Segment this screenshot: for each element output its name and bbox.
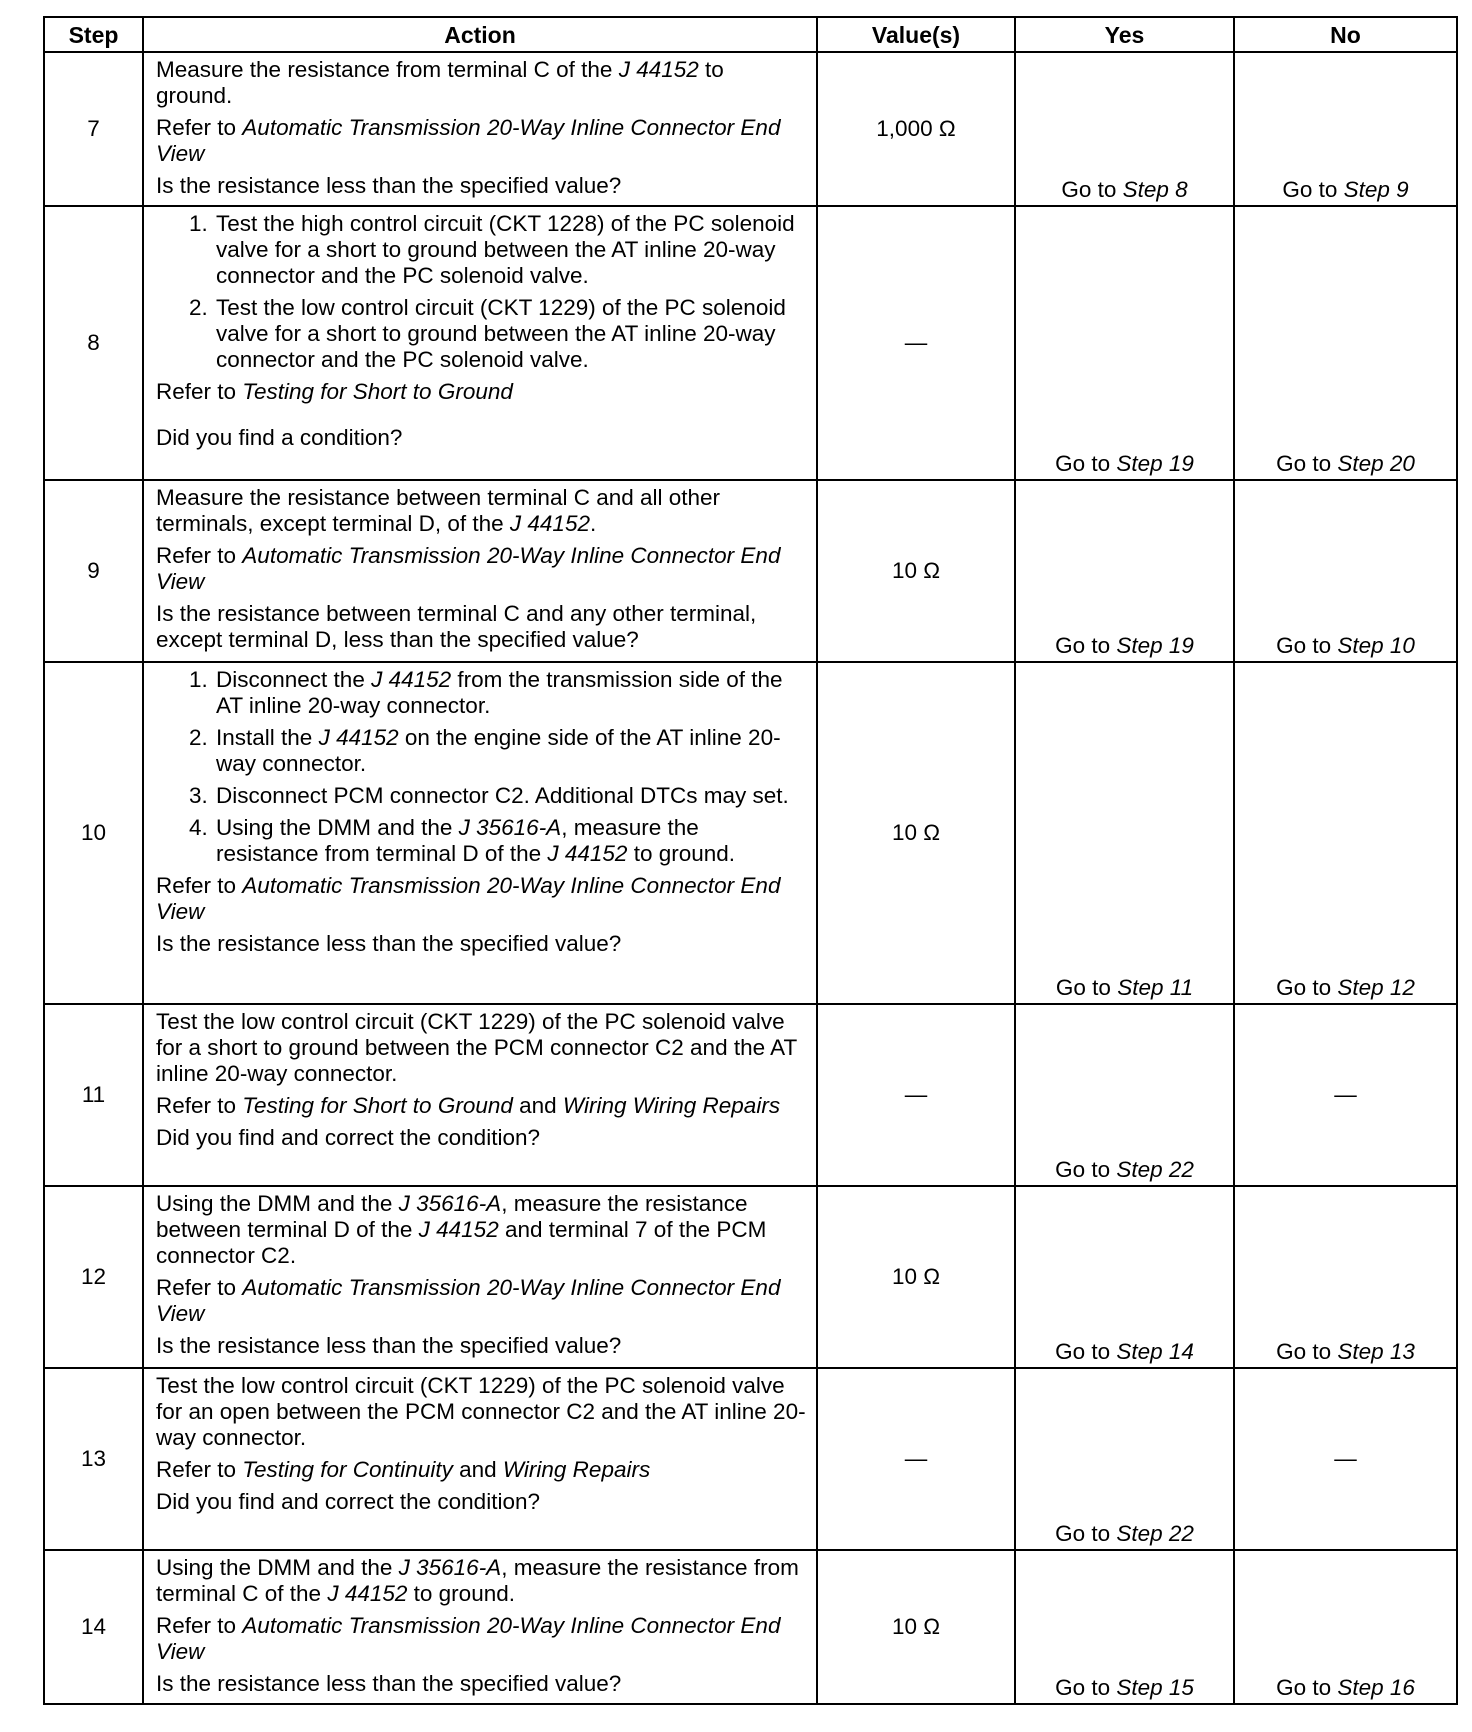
table-row: [44, 1186, 1457, 1368]
yes-cell: Go to Step 8: [1015, 52, 1234, 206]
no-cell: —: [1234, 1368, 1457, 1550]
yes-step-link[interactable]: Step 19: [1116, 633, 1194, 658]
value-cell: 10 Ω: [817, 662, 1015, 1004]
value-cell: —: [817, 1004, 1015, 1186]
refer-link[interactable]: Testing for Short to Ground: [242, 379, 513, 404]
action-cell: Test the low control circuit (CKT 1229) of the PC solenoid valve for a short to ground between the PCM connector C2 and the AT inline 20-way connector. Refer to Testing for Short to Ground and Wiring Wiring Repairs Did you find and correct the condition?: [143, 1004, 817, 1186]
step-number: 7: [44, 52, 143, 206]
value-cell: 10 Ω: [817, 1186, 1015, 1368]
refer-link[interactable]: Wiring Repairs: [502, 1457, 651, 1482]
yes-cell: Go to Step 22: [1015, 1368, 1234, 1550]
step-number: 13: [44, 1368, 143, 1550]
yes-cell: Go to Step 14: [1015, 1186, 1234, 1368]
table-row: [44, 1368, 1457, 1550]
table-row: [44, 206, 1457, 480]
value-cell: 1,000 Ω: [817, 52, 1015, 206]
header-yes: Yes: [1015, 17, 1234, 52]
table-row: [44, 1004, 1457, 1186]
yes-cell: Go to Step 11: [1015, 662, 1234, 1004]
no-step-link[interactable]: Step 16: [1337, 1675, 1415, 1700]
no-step-link[interactable]: Step 13: [1337, 1339, 1415, 1364]
no-step-link[interactable]: Step 10: [1337, 633, 1415, 658]
yes-step-link[interactable]: Step 11: [1117, 975, 1194, 1000]
step-number: 10: [44, 662, 143, 1004]
step-number: 12: [44, 1186, 143, 1368]
header-values: Value(s): [817, 17, 1015, 52]
value-cell: —: [817, 1368, 1015, 1550]
no-cell: Go to Step 16: [1234, 1550, 1457, 1704]
action-cell: Using the DMM and the J 35616-A, measure the resistance from terminal C of the J 44152 to ground. Refer to Automatic Transmission 20-Way Inline Connector End View Is the resistance less than the specified value?: [143, 1550, 817, 1704]
yes-step-link[interactable]: Step 8: [1122, 177, 1188, 202]
table-row: [44, 52, 1457, 206]
no-step-link[interactable]: Step 9: [1343, 177, 1409, 202]
no-cell: Go to Step 9: [1234, 52, 1457, 206]
action-cell: 1. Disconnect the J 44152 from the transmission side of the AT inline 20-way connector. 2. Install the J 44152 on the engine side of the AT inline 20-way connector. 3. Disconnect PCM connector C2. Additional DTCs may set. 4. Using the DMM and the J 35616-A, measure the resistance from terminal D of the J 44152 to ground. Refer to Automatic Transmission 20-Way Inline Connector End View Is the resistance less than the specified value?: [143, 662, 817, 1004]
no-cell: Go to Step 13: [1234, 1186, 1457, 1368]
refer-link[interactable]: Automatic Transmission 20-Way Inline Connector End View: [156, 543, 781, 594]
no-cell: Go to Step 10: [1234, 480, 1457, 662]
action-cell: Using the DMM and the J 35616-A, measure the resistance between terminal D of the J 44152 and terminal 7 of the PCM connector C2. Refer to Automatic Transmission 20-Way Inline Connector End View Is the resistance less than the specified value?: [143, 1186, 817, 1368]
table-row: [44, 480, 1457, 662]
header-row: [44, 17, 1457, 52]
refer-link[interactable]: Automatic Transmission 20-Way Inline Connector End View: [156, 873, 781, 924]
table-row: [44, 662, 1457, 1004]
refer-link[interactable]: Testing for Short to Ground: [242, 1093, 513, 1118]
refer-link[interactable]: Automatic Transmission 20-Way Inline Connector End View: [156, 1613, 781, 1664]
yes-cell: Go to Step 22: [1015, 1004, 1234, 1186]
no-step-link[interactable]: Step 20: [1337, 451, 1415, 476]
yes-cell: Go to Step 19: [1015, 480, 1234, 662]
header-no: No: [1234, 17, 1457, 52]
yes-step-link[interactable]: Step 14: [1116, 1339, 1194, 1364]
yes-cell: Go to Step 19: [1015, 206, 1234, 480]
yes-step-link[interactable]: Step 22: [1116, 1521, 1194, 1546]
refer-link[interactable]: Testing for Continuity: [242, 1457, 453, 1482]
diagnostic-table: [43, 16, 1458, 1705]
step-number: 11: [44, 1004, 143, 1186]
step-number: 8: [44, 206, 143, 480]
refer-link[interactable]: Automatic Transmission 20-Way Inline Connector End View: [156, 1275, 781, 1326]
step-number: 14: [44, 1550, 143, 1704]
action-cell: 1. Test the high control circuit (CKT 1228) of the PC solenoid valve for a short to ground between the AT inline 20-way connector and the PC solenoid valve. 2. Test the low control circuit (CKT 1229) of the PC solenoid valve for a short to ground between the AT inline 20-way connector and the PC solenoid valve. Refer to Testing for Short to Ground Did you find a condition?: [143, 206, 817, 480]
no-cell: —: [1234, 1004, 1457, 1186]
step-number: 9: [44, 480, 143, 662]
refer-link[interactable]: Wiring Wiring Repairs: [562, 1093, 781, 1118]
value-cell: 10 Ω: [817, 480, 1015, 662]
value-cell: 10 Ω: [817, 1550, 1015, 1704]
yes-cell: Go to Step 15: [1015, 1550, 1234, 1704]
action-cell: Test the low control circuit (CKT 1229) of the PC solenoid valve for an open between the PCM connector C2 and the AT inline 20-way connector. Refer to Testing for Continuity and Wiring Repairs Did you find and correct the condition?: [143, 1368, 817, 1550]
header-step: Step: [44, 17, 143, 52]
no-cell: Go to Step 20: [1234, 206, 1457, 480]
yes-step-link[interactable]: Step 15: [1116, 1675, 1194, 1700]
table-row: [44, 1550, 1457, 1704]
refer-link[interactable]: Automatic Transmission 20-Way Inline Connector End View: [156, 115, 781, 166]
yes-step-link[interactable]: Step 22: [1116, 1157, 1194, 1182]
header-action: Action: [143, 17, 817, 52]
no-cell: Go to Step 12: [1234, 662, 1457, 1004]
yes-step-link[interactable]: Step 19: [1116, 451, 1194, 476]
value-cell: —: [817, 206, 1015, 480]
no-step-link[interactable]: Step 12: [1337, 975, 1415, 1000]
action-cell: Measure the resistance between terminal C and all other terminals, except terminal D, of the J 44152. Refer to Automatic Transmission 20-Way Inline Connector End View Is the resistance between terminal C and any other terminal, except terminal D, less than the specified value?: [143, 480, 817, 662]
action-cell: Measure the resistance from terminal C of the J 44152 to ground. Refer to Automatic Transmission 20-Way Inline Connector End View Is the resistance less than the specified value?: [143, 52, 817, 206]
